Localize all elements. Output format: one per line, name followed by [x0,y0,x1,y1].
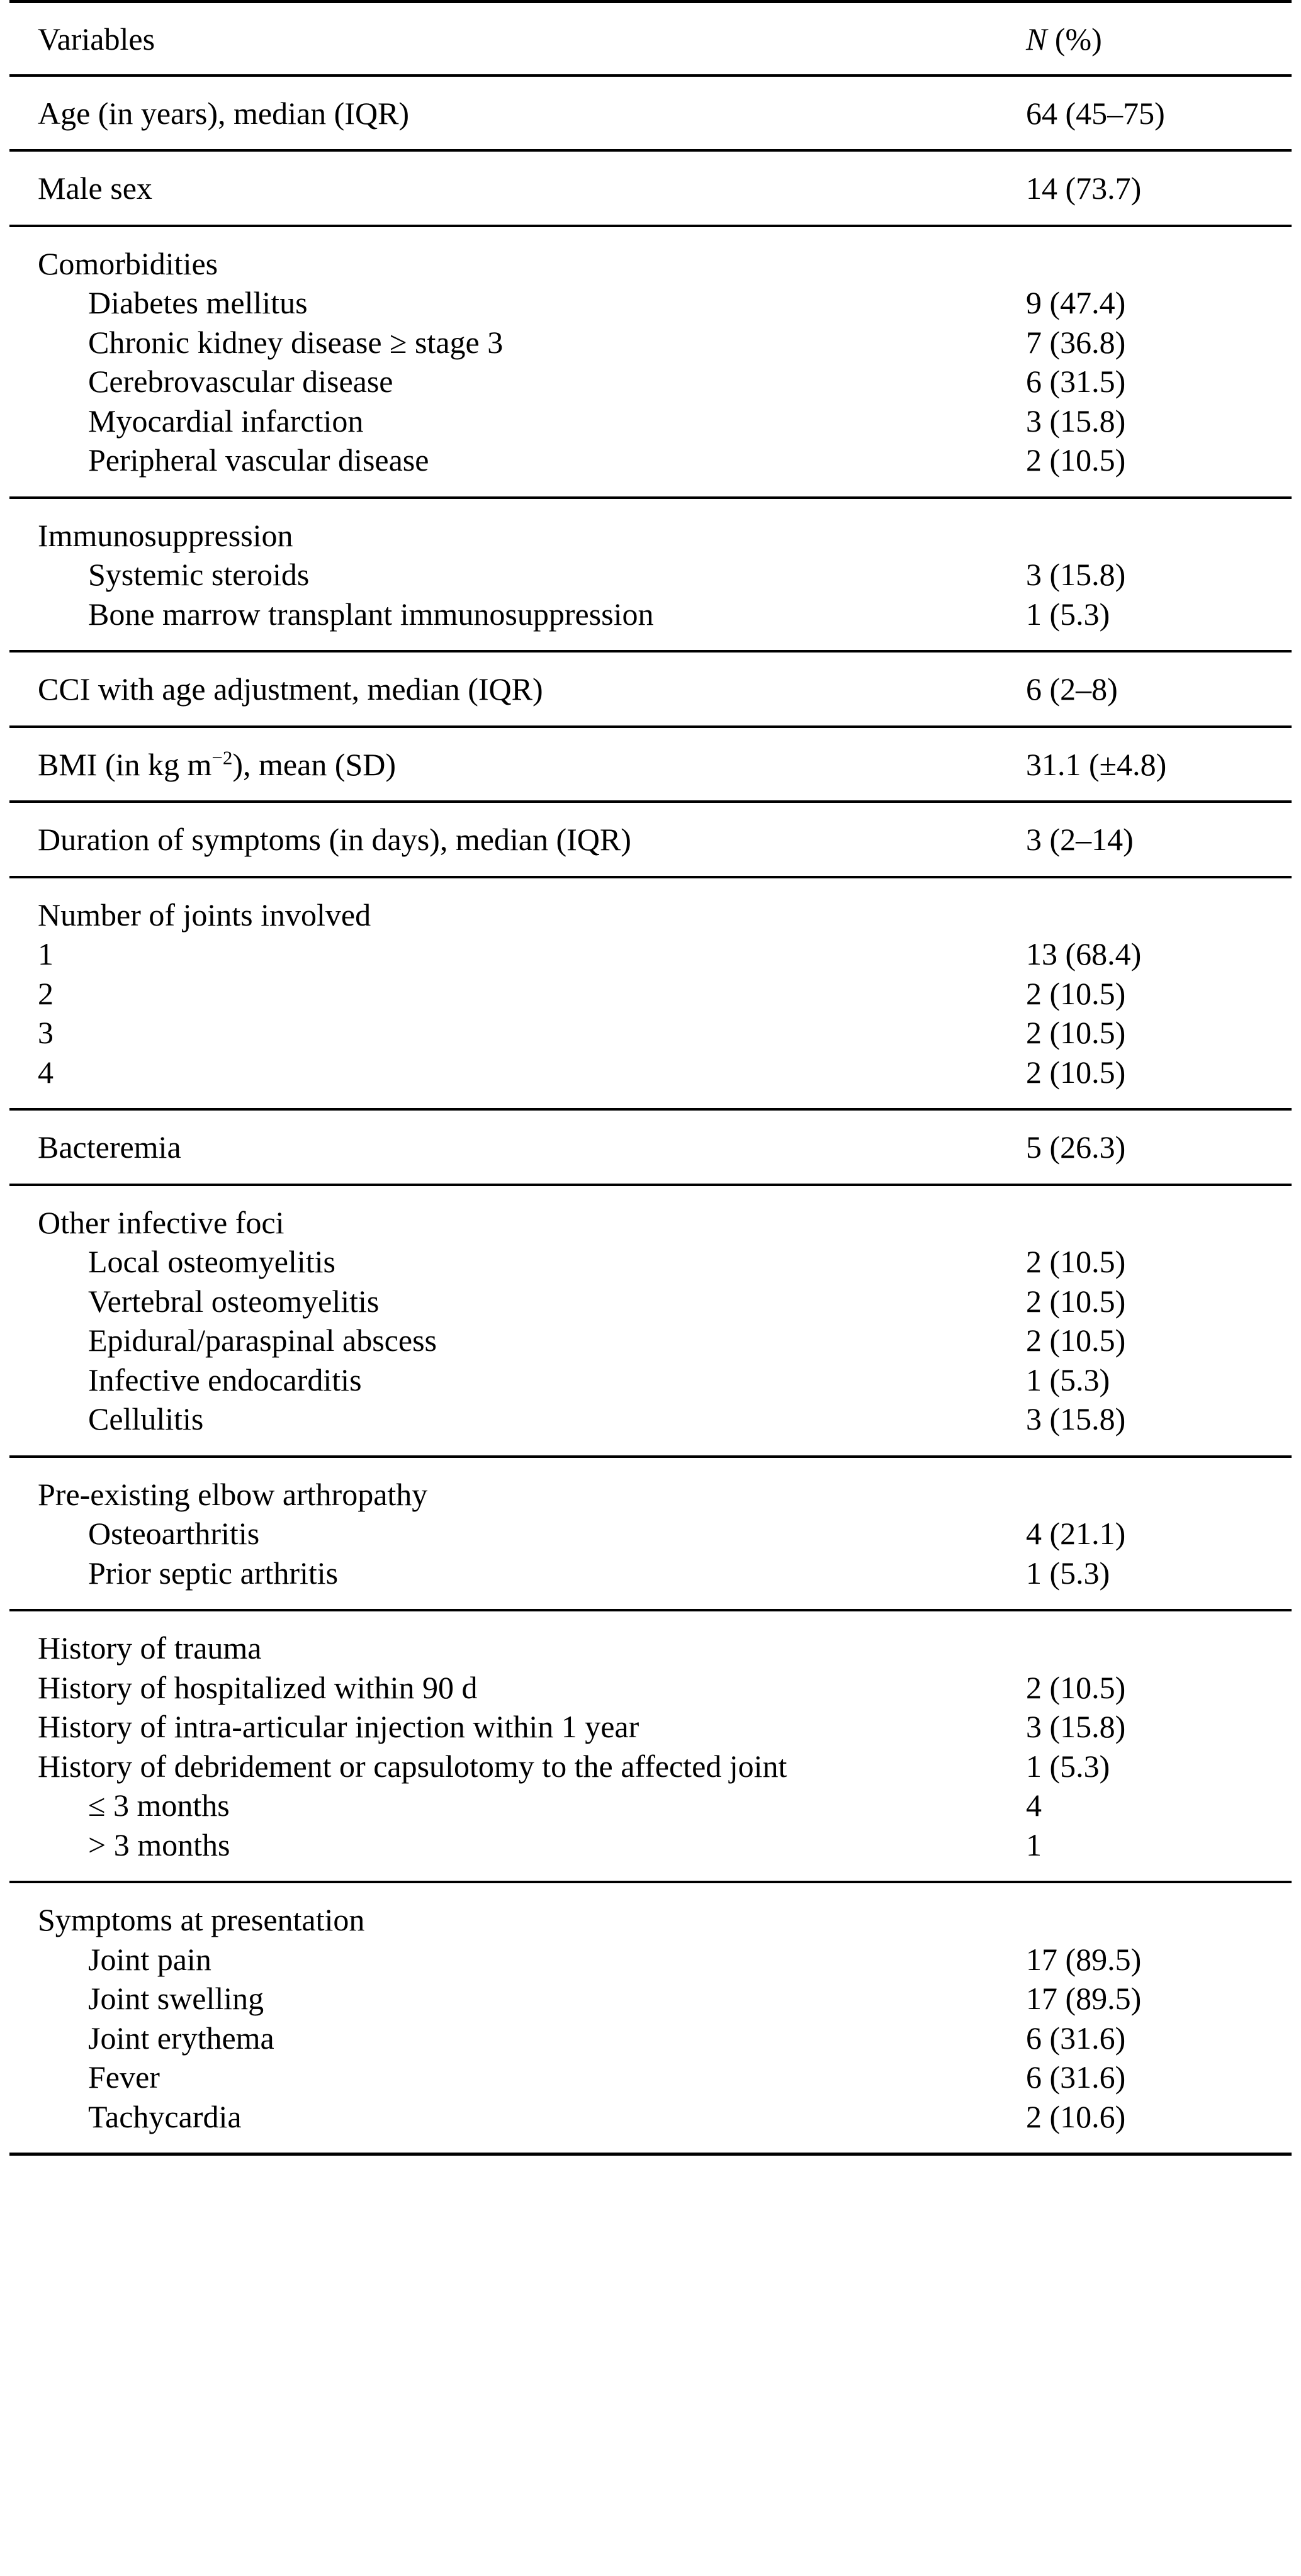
row-value-age: 64 (45–75) [1026,95,1165,131]
table-row [9,323,1292,362]
table-row [9,1321,1292,1360]
row-label-history-debridement-capsulotomy: History of debridement or capsulotomy to the affected joint [38,1748,787,1784]
row-label-number-of-joints-involved: Number of joints involved [38,897,371,932]
table-row [9,1282,1292,1321]
row-label-peripheral-vascular-disease: Peripheral vascular disease [88,442,429,478]
row-label-tachycardia: Tachycardia [88,2098,242,2134]
table-row [9,1554,1292,1611]
row-value-joints-1: 13 (68.4) [1026,936,1142,972]
row-value-peripheral-vascular-disease: 2 (10.5) [1026,442,1126,478]
table-row [9,974,1292,1014]
row-label-male-sex: Male sex [38,171,152,206]
table-row [9,226,1292,284]
row-value-bmi: 31.1 (±4.8) [1026,746,1167,782]
row-value-chronic-kidney-disease: 7 (36.8) [1026,324,1126,360]
row-value-male-sex: 14 (73.7) [1026,171,1142,206]
row-label-bmi [9,727,1004,802]
table-row [9,1979,1292,2019]
table-row [9,1668,1292,1708]
row-value-joint-swelling: 17 (89.5) [1026,1981,1142,2016]
row-value-other-infective-foci [1004,1185,1292,1243]
table-row [9,1360,1292,1400]
row-label-bone-marrow-transplant: Bone marrow transplant immunosuppression [88,596,654,632]
row-value-cerebrovascular-disease: 6 (31.5) [1026,364,1126,399]
row-value-symptoms-at-presentation [1004,1882,1292,1940]
column-header-percent-suffix: (%) [1047,21,1102,57]
table-row [9,555,1292,595]
row-label-bacteremia: Bacteremia [38,1129,181,1165]
table-row [9,2058,1292,2097]
row-label-joints-2: 2 [38,975,54,1011]
row-label-history-of-trauma: History of trauma [38,1630,262,1666]
row-label-history-hospitalized-90d: History of hospitalized within 90 d [38,1669,478,1705]
column-header-variables: Variables [38,21,155,57]
row-label-le-3-months: ≤ 3 months [88,1788,230,1823]
bmi-exponent: −2 [211,746,233,768]
column-header-n-percent [1004,2,1292,76]
row-value-joint-erythema: 6 (31.6) [1026,2020,1126,2056]
row-label-local-osteomyelitis: Local osteomyelitis [88,1244,335,1279]
row-value-history-hospitalized-90d: 2 (10.5) [1026,1669,1126,1705]
row-value-immunosuppression [1004,498,1292,556]
table-row [9,1825,1292,1883]
table-row [9,934,1292,974]
table-row [9,401,1292,441]
table-body [9,76,1292,2154]
row-label-fever: Fever [88,2059,160,2095]
row-value-systemic-steroids: 3 (15.8) [1026,557,1126,592]
row-label-age: Age (in years), median (IQR) [38,95,410,131]
row-value-diabetes-mellitus: 9 (47.4) [1026,285,1126,320]
row-value-joint-pain: 17 (89.5) [1026,1941,1142,1977]
row-value-number-of-joints-involved [1004,877,1292,935]
row-value-history-intra-articular-injection: 3 (15.8) [1026,1709,1126,1744]
row-label-cellulitis: Cellulitis [88,1401,204,1436]
header-row [9,2,1292,76]
row-value-cci-age-adjustment: 6 (2–8) [1026,671,1118,707]
row-value-cellulitis: 3 (15.8) [1026,1401,1126,1436]
table-row [9,1242,1292,1282]
table-row [9,1053,1292,1110]
row-label-cerebrovascular-disease: Cerebrovascular disease [88,364,393,399]
row-label-pre-existing-elbow-arthropathy: Pre-existing elbow arthropathy [38,1476,428,1512]
table-row [9,1707,1292,1747]
row-label-comorbidities: Comorbidities [38,245,218,281]
row-value-joints-3: 2 (10.5) [1026,1015,1126,1050]
row-label-prior-septic-arthritis: Prior septic arthritis [88,1555,339,1591]
row-value-vertebral-osteomyelitis: 2 (10.5) [1026,1283,1126,1319]
row-label-gt-3-months: > 3 months [88,1827,230,1862]
bmi-label-prefix: BMI (in kg m [38,746,212,782]
table-row [9,1882,1292,1940]
row-label-cci-age-adjustment: CCI with age adjustment, median (IQR) [38,671,543,707]
row-value-bone-marrow-transplant: 1 (5.3) [1026,596,1110,632]
table-row [9,440,1292,498]
table-row [9,877,1292,935]
column-header-n-symbol: N [1026,21,1047,57]
row-label-infective-endocarditis: Infective endocarditis [88,1362,362,1397]
row-label-diabetes-mellitus: Diabetes mellitus [88,285,308,320]
table-row [9,1940,1292,1980]
table-row [9,498,1292,556]
table-row [9,802,1292,877]
table-row [9,1185,1292,1243]
row-label-systemic-steroids: Systemic steroids [88,557,310,592]
row-value-infective-endocarditis: 1 (5.3) [1026,1362,1110,1397]
table-row [9,150,1292,226]
row-value-history-of-trauma [1004,1610,1292,1668]
table-row [9,2097,1292,2154]
row-value-gt-3-months: 1 [1026,1827,1042,1862]
table-row [9,1399,1292,1457]
row-value-joints-2: 2 (10.5) [1026,975,1126,1011]
row-label-joints-3: 3 [38,1015,54,1050]
table-row [9,76,1292,151]
row-value-epidural-paraspinal-abscess: 2 (10.5) [1026,1323,1126,1358]
row-label-other-infective-foci: Other infective foci [38,1204,284,1240]
row-label-chronic-kidney-disease: Chronic kidney disease ≥ stage 3 [88,324,504,360]
table-row [9,651,1292,727]
row-value-fever: 6 (31.6) [1026,2059,1126,2095]
row-label-epidural-paraspinal-abscess: Epidural/paraspinal abscess [88,1323,437,1358]
row-value-prior-septic-arthritis: 1 (5.3) [1026,1555,1110,1591]
table-row [9,1013,1292,1053]
row-label-joint-swelling: Joint swelling [88,1981,264,2016]
row-label-vertebral-osteomyelitis: Vertebral osteomyelitis [88,1283,380,1319]
table-row [9,727,1292,802]
row-value-comorbidities [1004,226,1292,284]
row-value-le-3-months: 4 [1026,1788,1042,1823]
row-label-osteoarthritis: Osteoarthritis [88,1516,260,1551]
row-value-joints-4: 2 (10.5) [1026,1054,1126,1090]
row-value-bacteremia: 5 (26.3) [1026,1129,1126,1165]
row-label-joint-pain: Joint pain [88,1941,211,1977]
table-row [9,1747,1292,1786]
row-value-local-osteomyelitis: 2 (10.5) [1026,1244,1126,1279]
table-row [9,2019,1292,2058]
row-label-duration-of-symptoms: Duration of symptoms (in days), median (IQR) [38,822,631,857]
row-value-pre-existing-elbow-arthropathy [1004,1457,1292,1515]
row-label-joints-1: 1 [38,936,54,972]
table-row [9,283,1292,323]
table-row [9,1457,1292,1515]
row-value-osteoarthritis: 4 (21.1) [1026,1516,1126,1551]
row-value-history-debridement-capsulotomy: 1 (5.3) [1026,1748,1110,1784]
row-label-symptoms-at-presentation: Symptoms at presentation [38,1902,365,1937]
row-value-duration-of-symptoms: 3 (2–14) [1026,822,1134,857]
table-row [9,595,1292,652]
table-row [9,1786,1292,1825]
bmi-label-suffix: ), mean (SD) [232,746,397,782]
table-header [9,2,1292,76]
table-row [9,1610,1292,1668]
patient-characteristics-table [9,0,1292,2156]
row-label-history-intra-articular-injection: History of intra-articular injection within 1 year [38,1709,639,1744]
row-label-immunosuppression: Immunosuppression [38,517,293,553]
row-value-tachycardia: 2 (10.6) [1026,2098,1126,2134]
table-row [9,362,1292,401]
row-label-joint-erythema: Joint erythema [88,2020,274,2056]
table-row [9,1514,1292,1554]
row-label-myocardial-infarction: Myocardial infarction [88,403,364,439]
row-value-myocardial-infarction: 3 (15.8) [1026,403,1126,439]
table-row [9,1109,1292,1185]
row-label-joints-4: 4 [38,1054,54,1090]
